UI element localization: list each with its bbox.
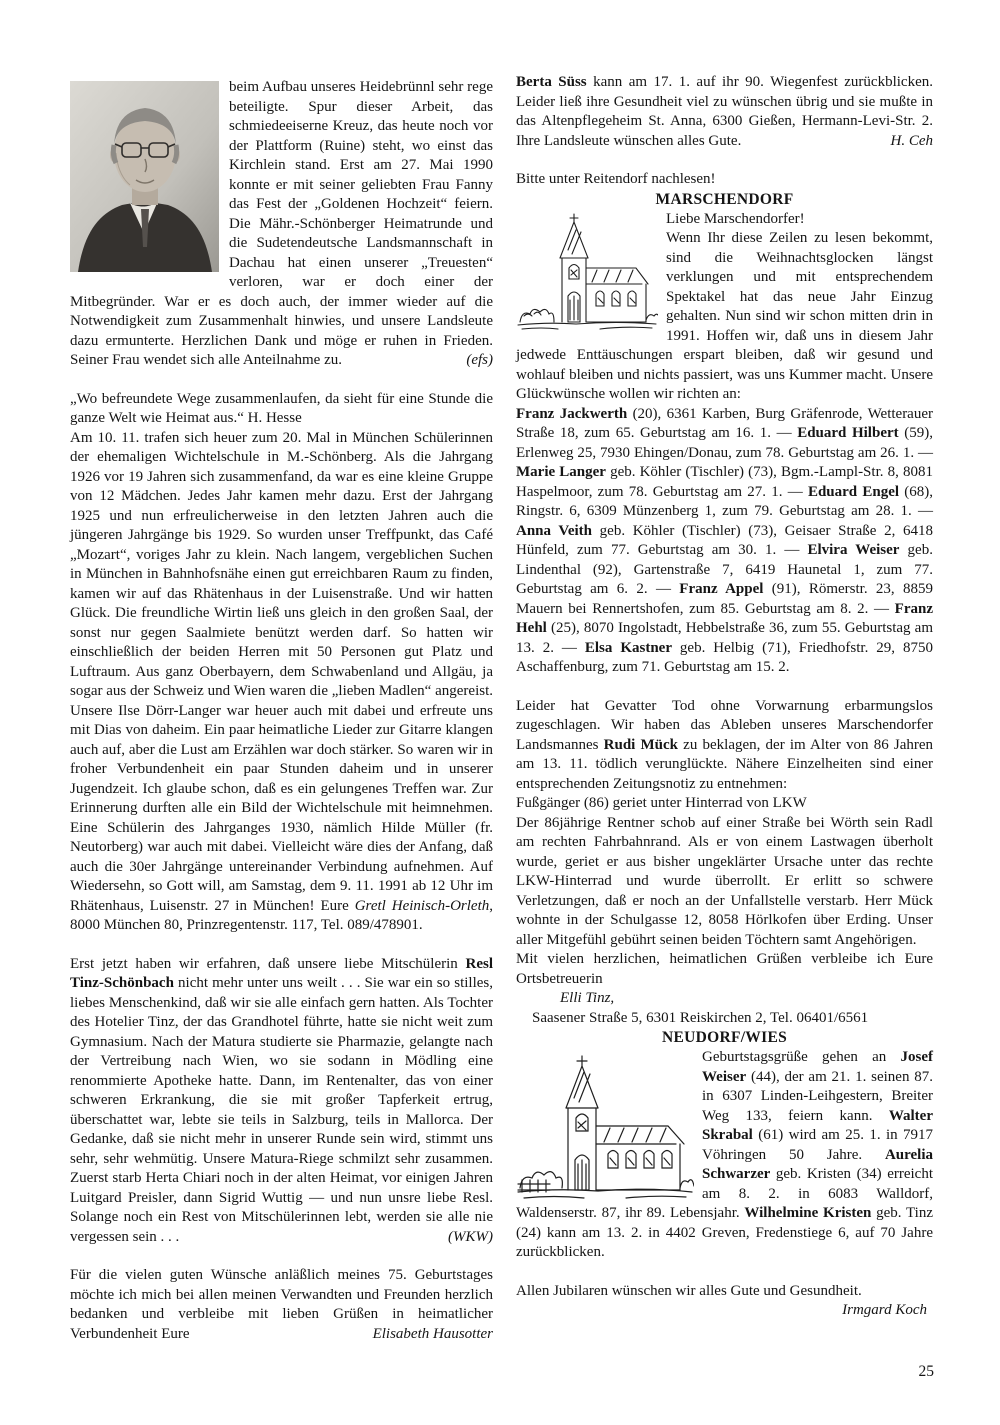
- elderly-man-portrait: [70, 81, 219, 272]
- church-sketch: [516, 212, 658, 332]
- mueck-obituary-intro: Leider hat Gevatter Tod ohne Vorwarnung erbarmungslos zugeschlagen. Wir haben das Ableben unseres Marschendorfer Landsmannes Rudi Mück zu beklagen, der im Alter von 86 Jahren am 13. 11. tödlich verunglückte. Nähere Einzelheiten sind einer entsprechenden Zeitungsnotiz zu entnehmen:: [516, 697, 934, 792]
- mueck-signature-name: Elli Tinz,: [560, 990, 615, 1006]
- jubilare-wish: Allen Jubilaren wünschen wir alles Gute und Gesundheit.: [516, 1282, 862, 1299]
- reunion-report: Am 10. 11. trafen sich heuer zum 20. Mal in München Schülerinnen der ehemaligen Wichtelschule in M.-Schönberg. Als die Jahrgang 1926 vor 19 Jahren sich zusammenfand, da war es eine kleine Gruppe von 12 Mädchen. Jedes Jahr kamen mehr dazu. Erst der Jahrgang 1925 und nun erfreulicherweise in den letzten Jahren auch die jüngeren Jahrgänge bis 1929. So wurden unser Treffpunkt, das Café „Mozart“, voriges Jahr zu klein. Nach langem, vergeblichen Suchen in München in Bahnhofsnähe einen gut erreichbaren Raum zu finden, kamen wir auf das Rhätenhaus in der Luisenstraße. Und wir hatten Glück. Die freundliche Wirtin ließ uns gleich in den großen Saal, der sonst nur gegen Saalmiete benützt werden darf. So hatten wir einschließlich der beiden Herren mit 50 Personen gut Platz und Luftraum. Aus ganz Oberbayern, dem Schwabenland und Allgäu, ja sogar aus der Schweiz und Wien waren die „lieben Madlen“ angereist. Unsere Ilse Dörr-Langer war heuer auch mit dabei und erfreute uns mit Dias von daheim. Ein paar heimatliche Lieder zur Gitarre klangen auch auf, aber die Lust am Erzählen war doch stärker. So waren wir in froher Verbundenheit ein paar Stunden daheim und in unserer Jugendzeit. Ich glaube schon, daß es ein gelungenes Treffen war. Zur Erinnerung durften alle ein Bild der Wichtelschule mit heimnehmen. Eine Schülerin des Jahrganges 1930, nämlich Hilde Müller (fr. Neutorberg) war auch mit dabei. Vielleicht wäre dies der Anfang, daß auch die 30er Jahrgänge untereinander Verbindung aufnehmen. Auf Wiedersehn, so Gott will, am Samstag, dem 9. 11. 1991 ab 12 Uhr im Rhätenhaus, Luisenstr. 27 in München! Eure Gretl Heinisch-Orleth, 8000 München 80, Prinzregentenstr. 117, Tel. 089/478901.: [70, 429, 493, 933]
- neudorf-article: [516, 1048, 933, 1263]
- marschendorf-heading: MARSCHENDORF: [655, 190, 794, 208]
- reunion-quote: „Wo befreundete Wege zusammenlaufen, da sieht für eine Stunde die ganze Welt wie Heimat aus.“ H. Hesse: [70, 390, 493, 426]
- mueck-newspaper-headline: Fußgänger (86) geriet unter Hinterrad von LKW: [516, 795, 807, 811]
- mueck-signature-address: Saasener Straße 5, 6301 Reiskirchen 2, Tel. 06401/6561: [532, 1009, 869, 1026]
- obituary-continuation: beim Aufbau unseres Heidebrünnl sehr rege beteiligte. Spur dieser Arbeit, das schmiedeeiserne Kreuz, das heute noch vor der Plattform (Ruine) steht, wo einst das Kirchlein stand. Erst am 27. Mai 1990 konnte er mit seiner geliebten Frau Fanny das Fest der „Goldenen Hochzeit“ feiern. Die Mähr.-Schönberger Heimatrunde und die Sudetendeutsche Landsmannschaft in Dachau hat einen unserer „Treuesten“ verloren, war er doch einer der Mitbegründer. War er es doch auch, der immer wieder auf die Notwendigkeit zum Zusammenhalt hinwies, und unsere Landsleute dazu ermunterte. Herzlichen Dank und möge er ruhen in Frieden. Seiner Frau wendet sich alle Anteilnahme zu. (efs): [70, 79, 493, 368]
- right-column: [516, 73, 933, 1321]
- left-column: [70, 78, 493, 1344]
- marschendorf-intro: Wenn Ihr diese Zeilen zu lesen bekommt, sind die Weihnachtsglocken längst verklungen und mit entsprechendem Spektakel hat das neue Jahr Einzug gehalten. Nun sind wir schon mitten drin in 1991. Hoffen wir, daß uns in diesem Jahr jedwede Enttäuschungen erspart bleiben, daß wir gesund und wohlauf bleiben und nichts passiert, was uns Kummer macht. Unsere Glückwünsche wollen wir richten an:: [516, 230, 933, 402]
- mueck-closing: Mit vielen herzlichen, heimatlichen Grüßen verbleibe ich Eure Ortsbetreuerin: [516, 951, 933, 987]
- marschendorf-church-illustration: [516, 212, 658, 332]
- marschendorf-article: [516, 210, 933, 678]
- neudorf-heading: NEUDORF/WIES: [661, 1029, 788, 1046]
- obituary-portrait-photo: [70, 81, 219, 272]
- reitendorf-note: Bitte unter Reitendorf nachlesen!: [516, 171, 716, 187]
- berta-suess-item: Berta Süss kann am 17. 1. auf ihr 90. Wiegenfest zurückblicken. Leider ließ ihre Gesundheit viel zu wünschen übrig und sie mußte in das Altenpflegeheim St. Anna, 6300 Gießen, Hermann-Levi-Str. 2. Ihre Landsleute wünschen alles Gute. H. Ceh: [516, 74, 933, 149]
- neudorf-birthdays: Geburtstagsgrüße gehen an Josef Weiser (44), der am 21. 1. seinen 87. in 6307 Linden-Leihgestern, Breiter Weg 133, feiern kann. Walter Skrabal (61) wird am 25. 1. in 7917 Vöhringen 50 Jahre. Aurelia Schwarzer geb. Kristen (34) erreicht am 8. 2. in 6083 Walldorf, Waldenserstr. 87, ihr 89. Lebensjahr. Wilhelmine Kristen geb. Tinz (24) kann am 13. 2. in 4402 Greven, Fredenstiege 6, auf 70 Jahre zurückblicken.: [516, 1049, 933, 1260]
- mueck-report: Der 86jährige Rentner schob auf einer Straße bei Wörth sein Radl am rechten Fahrbahnrand. Als er von einem Lastwagen überholt wurde, geriet er aus bisher ungeklärter Ursache unter das rechte LKW-Hinterrad und wurde überrollt. Er erlitt so schwere Verletzungen, daß er noch an der Unfallstelle verstarb. Herr Mück wohnte in der Schulgasse 12, 8058 Hörlkofen über Erding. Unser aller Mitgefühl gebührt seinen beiden Töchtern samt Angehörigen.: [516, 814, 933, 948]
- thanks-note: Für die vielen guten Wünsche anläßlich meines 75. Geburtstages möchte ich mich bei allen meinen Verwandten und Freunden herzlich bedanken und verbleibe mit lieben Grüßen in heimatlicher Verbundenheit Eure Elisabeth Hausotter: [70, 1267, 493, 1342]
- resl-obituary: Erst jetzt haben wir erfahren, daß unsere liebe Mitschülerin Resl Tinz-Schönbach nicht mehr unter uns weilt . . . Sie war ein so stilles, liebes Menschenkind, daß wir sie alle einfach gern hatten. Als Tochter des Hotelier Tinz, der das Grandhotel führte, hatte sie nicht weit zum Gymnasium. Nach der Matura studierte sie Pharmazie, gelangte nach der Vertreibung nach Wien, wo sie sodann in Mödling eine renommierte Apotheke hatte. Dann, im Rentenalter, das von einer schweren Erkrankung, die sie mit großer Tapferkeit ertrug, überschattet war, lebte sie teils in Salzburg, teils in Mallorca. Der Gedanke, daß sie nicht mehr in unserer Runde sein wird, stimmt uns sehr, sehr wehmütig. Unsere Matura-Riege schmilzt sehr zusammen. Zuerst starb Herta Chiari noch in der alten Heimat, vor einigen Jahren Luitgard Preisler, dann Sigrid Wuttig — und nun unsre liebe Resl. Solange noch ein Rest von Mitschülerinnen lebt, werden sie alle nie vergessen sein . . . (WKW): [70, 955, 493, 1245]
- neudorf-church-illustration: [516, 1052, 694, 1204]
- church-sketch: [516, 1052, 694, 1204]
- marschendorf-salutation: Liebe Marschendorfer!: [666, 210, 805, 227]
- page-number: 25: [918, 1363, 934, 1380]
- jubilare-signature: Irmgard Koch: [842, 1302, 927, 1318]
- marschendorf-birthdays: Franz Jackwerth (20), 6361 Karben, Burg Gräfenrode, Wetterauer Straße 18, zum 65. Geburtstag am 16. 1. — Eduard Hilbert (59), Erlenweg 25, 7930 Ehingen/Donau, zum 78. Geburtstag am 26. 1. — Marie Langer geb. Köhler (Tischler) (73), Bgm.-Lampl-Str. 8, 8081 Haspelmoor, zum 78. Geburtstag am 27. 1. — Eduard Engel (68), Ringstr. 6, 6309 Münzenberg 1, zum 79. Geburtstag am 28. 1. — Anna Veith geb. Köhler (Tischler) (73), Geisaer Straße 2, 6418 Hünfeld, zum 77. Geburtstag am 30. 1. — Elvira Weiser geb. Lindenthal (92), Gartenstraße 7, 6419 Haunetal 1, zum 77. Geburtstag am 6. 2. — Franz Appel (91), Römerstr. 23, 8859 Mauern bei Rennertshofen, zum 85. Geburtstag am 8. 2. — Franz Hehl (25), 8070 Ingolstadt, Hebbelstraße 36, zum 55. Geburtstag am 13. 2. — Elsa Kastner geb. Helbig (71), Friedhofstr. 29, 8750 Aschaffenburg, zum 71. Geburtstag am 15. 2.: [516, 405, 933, 675]
